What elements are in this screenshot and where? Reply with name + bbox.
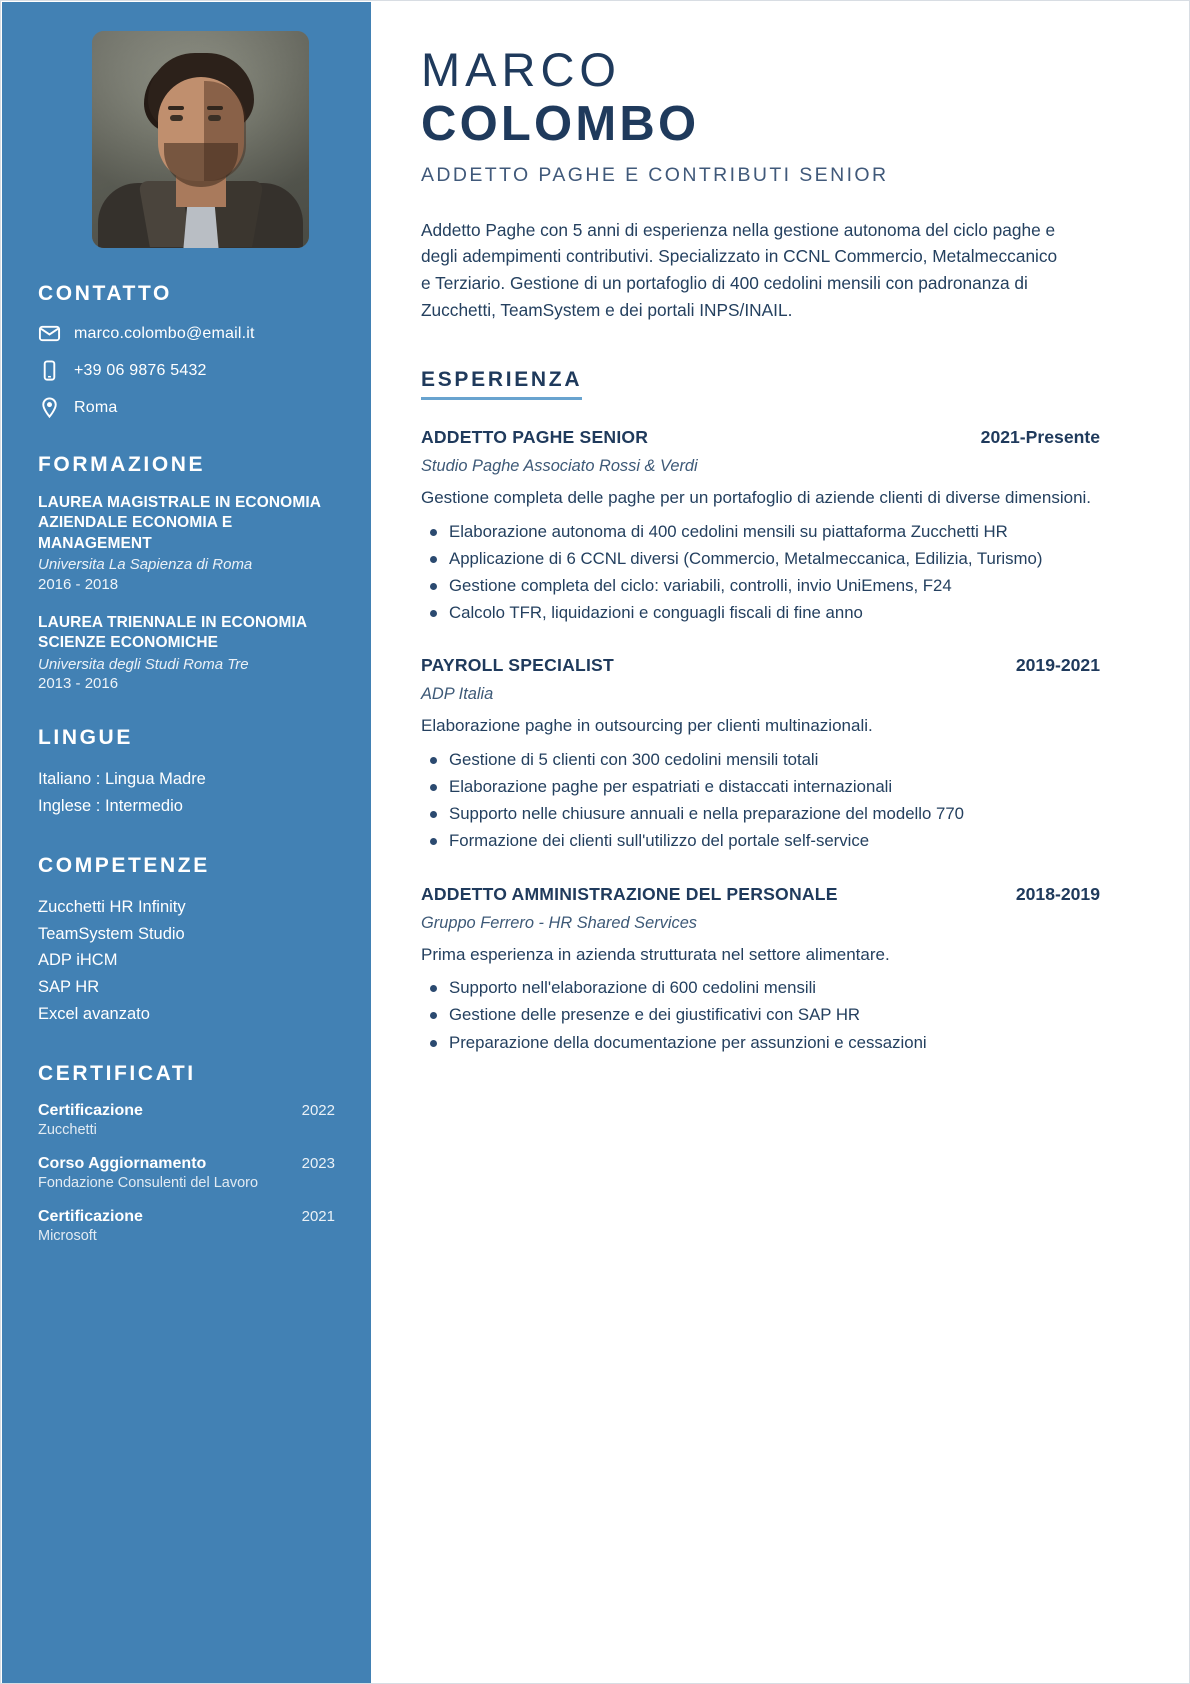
experience-bullets: [421, 976, 1100, 1055]
experience-heading: ESPERIENZA: [421, 368, 582, 400]
certificate-year: 2022: [301, 1102, 335, 1120]
skill-item: TeamSystem Studio: [38, 924, 185, 943]
sidebar: [2, 2, 371, 1684]
certificate-org: Fondazione Consulenti del Lavoro: [38, 1175, 259, 1192]
education-degree: LAUREA MAGISTRALE IN ECONOMIA AZIENDALE ECONOMIA E MANAGEMENT: [38, 494, 321, 552]
experience-bullet: Formazione dei clienti sull'utilizzo del portale self-service: [421, 829, 1100, 853]
skill-item: SAP HR: [38, 978, 100, 997]
experience-bullets: [421, 520, 1100, 626]
certificate-org: Microsoft: [38, 1228, 97, 1245]
experience-company: Studio Paghe Associato Rossi & Verdi: [421, 456, 698, 475]
education-school: Universita degli Studi Roma Tre: [38, 655, 249, 673]
experience-bullet: Elaborazione autonoma di 400 cedolini mensili su piattaforma Zucchetti HR: [421, 520, 1100, 544]
experience-description: Prima esperienza in azienda strutturata nel settore alimentare.: [421, 944, 890, 964]
email-icon: [38, 322, 61, 345]
experience-date: 2018-2019: [1015, 883, 1100, 904]
education-degree: LAUREA TRIENNALE IN ECONOMIA SCIENZE ECONOMICHE: [38, 613, 307, 652]
skill-item: ADP iHCM: [38, 951, 118, 970]
experience-bullet: Gestione completa del ciclo: variabili, controlli, invio UniEmens, F24: [421, 574, 1100, 598]
education-item: [38, 493, 335, 593]
certificate-item: [38, 1155, 335, 1191]
contact-email-value: marco.colombo@email.it: [74, 324, 255, 342]
experience-role: ADDETTO PAGHE SENIOR: [421, 426, 649, 447]
contact-phone[interactable]: [38, 359, 335, 382]
experience-bullet: Supporto nelle chiusure annuali e nella preparazione del modello 770: [421, 802, 1100, 826]
phone-icon: [38, 359, 61, 382]
experience-company: ADP Italia: [421, 685, 494, 704]
location-icon: [38, 396, 61, 419]
first-name: MARCO: [421, 43, 621, 96]
experience-bullet: Gestione delle presenze e dei giustificativi con SAP HR: [421, 1003, 1100, 1027]
experience-bullet: Elaborazione paghe per espatriati e distaccati internazionali: [421, 775, 1100, 799]
job-title: ADDETTO PAGHE E CONTRIBUTI SENIOR: [421, 163, 889, 186]
experience-date: 2019-2021: [1015, 655, 1100, 676]
experience-bullets: [421, 748, 1100, 854]
experience-bullet: Applicazione di 6 CCNL diversi (Commercio, Metalmeccanica, Edilizia, Turismo): [421, 547, 1100, 571]
experience-description: Elaborazione paghe in outsourcing per clienti multinazionali.: [421, 716, 873, 736]
education-heading: FORMAZIONE: [38, 453, 206, 476]
certificate-org: Zucchetti: [38, 1122, 97, 1139]
experience-description: Gestione completa delle paghe per un portafoglio di aziende clienti di diverse dimensioni.: [421, 487, 1092, 507]
language-item: Italiano : Lingua Madre: [38, 770, 206, 789]
contact-email[interactable]: [38, 322, 335, 345]
experience-role: ADDETTO AMMINISTRAZIONE DEL PERSONALE: [421, 883, 838, 904]
experience-bullet: Preparazione della documentazione per assunzioni e cessazioni: [421, 1031, 1100, 1055]
education-years: 2013 - 2016: [38, 675, 119, 693]
main-content: [371, 2, 1190, 1058]
education-years: 2016 - 2018: [38, 575, 119, 593]
contact-heading: CONTATTO: [38, 282, 172, 305]
experience-item: [421, 427, 1100, 625]
skills-heading: COMPETENZE: [38, 853, 210, 877]
experience-role: PAYROLL SPECIALIST: [421, 655, 614, 676]
certificate-year: 2023: [301, 1155, 335, 1173]
certificate-name: Certificazione: [38, 1102, 143, 1120]
experience-company: Gruppo Ferrero - HR Shared Services: [421, 913, 698, 932]
education-school: Universita La Sapienza di Roma: [38, 556, 253, 574]
contact-phone-value: +39 06 9876 5432: [74, 361, 207, 379]
skill-item: Excel avanzato: [38, 1005, 150, 1024]
certificate-name: Corso Aggiornamento: [38, 1155, 207, 1173]
certificate-year: 2021: [301, 1208, 335, 1226]
certificate-item: [38, 1208, 335, 1244]
certificates-heading: CERTIFICATI: [38, 1062, 196, 1086]
language-item: Inglese : Intermedio: [38, 796, 183, 815]
languages-heading: LINGUE: [38, 726, 133, 750]
avatar: [92, 31, 309, 248]
experience-item: [421, 655, 1100, 853]
last-name: COLOMBO: [421, 96, 700, 151]
contact-location-value: Roma: [74, 398, 118, 416]
experience-bullet: Supporto nell'elaborazione di 600 cedolini mensili: [421, 976, 1100, 1000]
profile-photo: [92, 31, 309, 248]
experience-date: 2021-Presente: [980, 426, 1100, 447]
profile-summary: Addetto Paghe con 5 anni di esperienza nella gestione autonoma del ciclo paghe e degli adempimenti contributivi. Specializzato in CCNL Commercio, Metalmeccanico e Terziario. Gestione di un portafoglio di 400 cedolini mensili con padronanza di Zucchetti, TeamSystem e dei portali INPS/INAIL.: [421, 219, 1058, 321]
education-item: [38, 613, 335, 692]
contact-location[interactable]: [38, 396, 335, 419]
experience-bullet: Gestione di 5 clienti con 300 cedolini mensili totali: [421, 748, 1100, 772]
certificate-name: Certificazione: [38, 1208, 143, 1226]
certificate-item: [38, 1102, 335, 1138]
experience-bullet: Calcolo TFR, liquidazioni e conguagli fiscali di fine anno: [421, 601, 1100, 625]
skill-item: Zucchetti HR Infinity: [38, 897, 186, 916]
experience-item: [421, 884, 1100, 1055]
